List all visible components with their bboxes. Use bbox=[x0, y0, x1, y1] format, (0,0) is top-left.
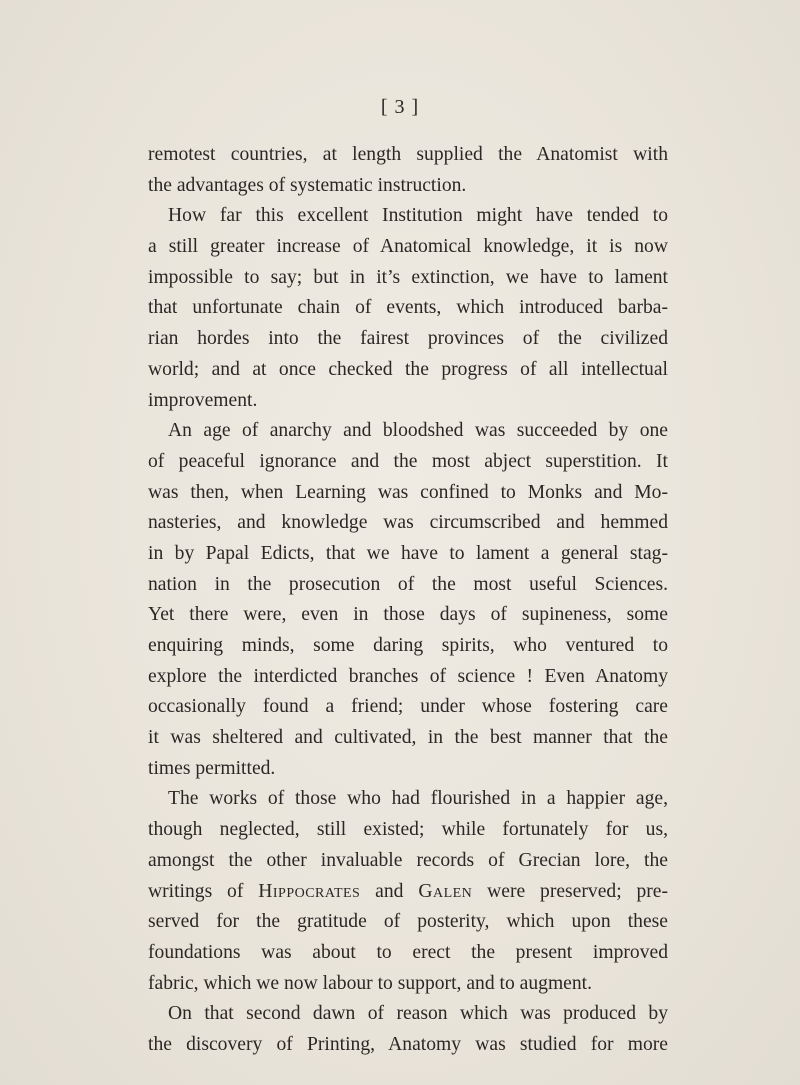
text-line: fabric, which we now labour to support, and to augment. bbox=[148, 972, 593, 994]
text-line: rian hordes into the fairest provinces of the civilized bbox=[148, 328, 668, 350]
author-name-galen: Galen bbox=[418, 880, 473, 902]
text-fragment: and bbox=[360, 880, 419, 902]
author-name-hippocrates: Hippocrates bbox=[258, 880, 361, 902]
text-line: foundations was about to erect the present improved bbox=[148, 941, 668, 963]
text-line: occasionally found a friend; under whose fostering care bbox=[148, 696, 668, 718]
text-line: in by Papal Edicts, that we have to lament a general stag- bbox=[148, 542, 668, 564]
text-line: amongst the other invaluable records of Grecian lore, the bbox=[148, 849, 668, 871]
text-fragment: were preserved; pre- bbox=[472, 880, 669, 902]
text-line-with-names bbox=[148, 877, 668, 908]
text-line: a still greater increase of Anatomical knowledge, it is now bbox=[148, 236, 668, 258]
text-line: explore the interdicted branches of science ! Even Anatomy bbox=[148, 665, 668, 687]
text-line: Yet there were, even in those days of supineness, some bbox=[148, 604, 668, 626]
text-line: How far this excellent Institution might have tended to bbox=[168, 205, 668, 227]
text-fragment: writings of bbox=[148, 880, 259, 902]
text-line: nasteries, and knowledge was circumscribed and hemmed bbox=[148, 512, 668, 534]
text-line: The works of those who had flourished in a happier age, bbox=[168, 788, 668, 810]
text-line: impossible to say; but in it’s extinction, we have to lament bbox=[148, 266, 668, 288]
text-line: the advantages of systematic instruction. bbox=[148, 174, 467, 196]
text-line: nation in the prosecution of the most useful Sciences. bbox=[148, 573, 668, 595]
text-line: it was sheltered and cultivated, in the best manner that the bbox=[148, 727, 668, 749]
text-line: remotest countries, at length supplied the Anatomist with bbox=[148, 144, 668, 165]
text-line: though neglected, still existed; while fortunately for us, bbox=[148, 819, 668, 841]
text-line: that unfortunate chain of events, which introduced barba- bbox=[148, 297, 668, 319]
text-line: world; and at once checked the progress of all intellectual bbox=[148, 358, 668, 380]
text-line: of peaceful ignorance and the most abject superstition. It bbox=[148, 450, 668, 472]
text-line: served for the gratitude of posterity, which upon these bbox=[148, 911, 668, 933]
text-line: On that second dawn of reason which was produced by bbox=[168, 1003, 668, 1025]
text-line: improvement. bbox=[148, 389, 258, 411]
body-text bbox=[148, 140, 668, 1061]
text-line: times permitted. bbox=[148, 757, 276, 779]
text-line: was then, when Learning was confined to Monks and Mo- bbox=[148, 481, 668, 503]
text-line: An age of anarchy and bloodshed was succeeded by one bbox=[168, 420, 668, 442]
text-line: enquiring minds, some daring spirits, who ventured to bbox=[148, 635, 668, 656]
text-line: the discovery of Printing, Anatomy was studied for more bbox=[148, 1033, 668, 1055]
page-number: [ 3 ] bbox=[380, 96, 420, 118]
